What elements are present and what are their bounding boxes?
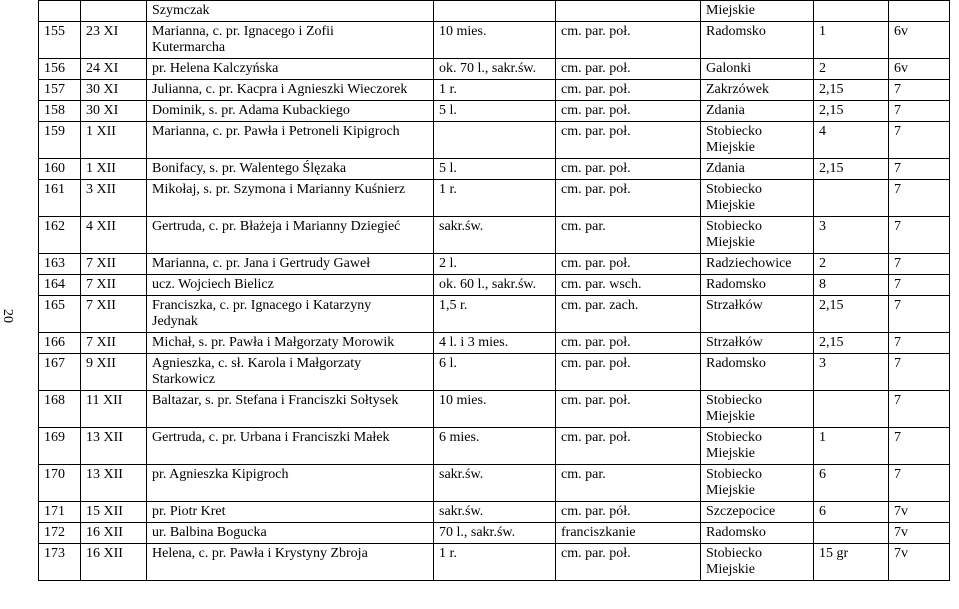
fee-cell: 2,15: [814, 333, 889, 354]
residence-line: Miejskie: [706, 140, 755, 155]
table-row: [39, 391, 950, 428]
burial-date-cell: 11 XII: [81, 391, 147, 428]
fee-cell: [814, 523, 889, 544]
burial-date-cell: 24 XI: [81, 59, 147, 80]
deceased-name-cell: [147, 523, 434, 544]
residence-line: Miejskie: [706, 483, 755, 498]
sheet-ref-cell: 7v: [889, 523, 950, 544]
deceased-name-cell: [147, 59, 434, 80]
residence-line: Miejskie: [706, 235, 755, 250]
residence-line: Miejskie: [706, 3, 755, 18]
deceased-name-line: pr. Piotr Kret: [152, 504, 226, 519]
table-row: [39, 544, 950, 581]
deceased-name-line: Gertruda, c. pr. Błażeja i Marianny Dziegieć: [152, 219, 401, 234]
entry-number-cell: 160: [39, 159, 81, 180]
cemetery-cell: cm. par. poł.: [556, 59, 701, 80]
deceased-name-cell: [147, 275, 434, 296]
burial-date-cell: 30 XI: [81, 80, 147, 101]
entry-number-cell: 164: [39, 275, 81, 296]
residence-cell: [701, 254, 814, 275]
residence-line: Stobiecko: [706, 182, 762, 197]
deceased-name-line: Julianna, c. pr. Kacpra i Agnieszki Wieczorek: [152, 82, 408, 97]
deceased-name-cell: [147, 217, 434, 254]
table-row: [39, 354, 950, 391]
residence-line: Miejskie: [706, 409, 755, 424]
burial-date-cell: 4 XII: [81, 217, 147, 254]
fee-cell: [814, 180, 889, 217]
deceased-name-line: Baltazar, s. pr. Stefana i Franciszki Sołtysek: [152, 393, 399, 408]
entry-number-cell: 170: [39, 465, 81, 502]
deceased-name-line: Michał, s. pr. Pawła i Małgorzaty Morowik: [152, 335, 395, 350]
residence-line: Zakrzówek: [706, 82, 769, 97]
cemetery-cell: [556, 1, 701, 22]
age-sacraments-cell: 1,5 r.: [434, 296, 556, 333]
sheet-ref-cell: 7: [889, 180, 950, 217]
burial-register-table: [38, 0, 950, 581]
burial-date-cell: 7 XII: [81, 296, 147, 333]
residence-line: Galonki: [706, 61, 752, 76]
deceased-name-line: Dominik, s. pr. Adama Kubackiego: [152, 103, 350, 118]
age-sacraments-cell: 1 r.: [434, 80, 556, 101]
residence-cell: [701, 428, 814, 465]
residence-cell: [701, 217, 814, 254]
fee-cell: 2,15: [814, 101, 889, 122]
residence-line: Strzałków: [706, 335, 763, 350]
age-sacraments-cell: 5 l.: [434, 101, 556, 122]
age-sacraments-cell: [434, 122, 556, 159]
fee-cell: 2,15: [814, 80, 889, 101]
residence-cell: [701, 296, 814, 333]
burial-date-cell: 16 XII: [81, 544, 147, 581]
residence-line: Radomsko: [706, 277, 766, 292]
age-sacraments-cell: [434, 1, 556, 22]
residence-line: Szczepocice: [706, 504, 776, 519]
cemetery-cell: cm. par. poł.: [556, 80, 701, 101]
burial-date-cell: 16 XII: [81, 523, 147, 544]
deceased-name-line: Jedynak: [152, 314, 198, 329]
sheet-ref-cell: 7v: [889, 502, 950, 523]
residence-line: Miejskie: [706, 198, 755, 213]
entry-number-cell: [39, 1, 81, 22]
burial-date-cell: 15 XII: [81, 502, 147, 523]
table-row: [39, 502, 950, 523]
fee-cell: 6: [814, 465, 889, 502]
cemetery-cell: cm. par. poł.: [556, 254, 701, 275]
deceased-name-cell: [147, 428, 434, 465]
fee-cell: 1: [814, 22, 889, 59]
residence-line: Stobiecko: [706, 467, 762, 482]
residence-line: Radziechowice: [706, 256, 792, 271]
burial-date-cell: 9 XII: [81, 354, 147, 391]
residence-cell: [701, 391, 814, 428]
sheet-ref-cell: 6v: [889, 22, 950, 59]
cemetery-cell: cm. par. poł.: [556, 333, 701, 354]
entry-number-cell: 156: [39, 59, 81, 80]
deceased-name-cell: [147, 80, 434, 101]
burial-date-cell: 13 XII: [81, 428, 147, 465]
sheet-ref-cell: 7: [889, 101, 950, 122]
table-row: [39, 217, 950, 254]
table-row: [39, 296, 950, 333]
residence-line: Zdania: [706, 161, 745, 176]
age-sacraments-cell: sakr.św.: [434, 217, 556, 254]
deceased-name-line: ur. Balbina Bogucka: [152, 525, 267, 540]
fee-cell: 2: [814, 59, 889, 80]
residence-cell: [701, 275, 814, 296]
residence-cell: [701, 465, 814, 502]
entry-number-cell: 162: [39, 217, 81, 254]
deceased-name-cell: [147, 391, 434, 428]
cemetery-cell: cm. par. zach.: [556, 296, 701, 333]
sheet-ref-cell: [889, 1, 950, 22]
age-sacraments-cell: sakr.św.: [434, 502, 556, 523]
table-row: [39, 428, 950, 465]
sheet-ref-cell: 7: [889, 333, 950, 354]
table-row: [39, 1, 950, 22]
sheet-ref-cell: 7v: [889, 544, 950, 581]
fee-cell: 6: [814, 502, 889, 523]
entry-number-cell: 161: [39, 180, 81, 217]
residence-line: Radomsko: [706, 24, 766, 39]
deceased-name-line: pr. Agnieszka Kipigroch: [152, 467, 289, 482]
entry-number-cell: 172: [39, 523, 81, 544]
cemetery-cell: cm. par. poł.: [556, 101, 701, 122]
fee-cell: 15 gr: [814, 544, 889, 581]
table-row: [39, 254, 950, 275]
table-row: [39, 333, 950, 354]
burial-date-cell: 30 XI: [81, 101, 147, 122]
entry-number-cell: 171: [39, 502, 81, 523]
sheet-ref-cell: 7: [889, 296, 950, 333]
deceased-name-line: pr. Helena Kalczyńska: [152, 61, 279, 76]
age-sacraments-cell: 5 l.: [434, 159, 556, 180]
table-row: [39, 523, 950, 544]
age-sacraments-cell: 10 mies.: [434, 391, 556, 428]
cemetery-cell: cm. par. poł.: [556, 428, 701, 465]
entry-number-cell: 168: [39, 391, 81, 428]
sheet-ref-cell: 6v: [889, 59, 950, 80]
sheet-ref-cell: 7: [889, 217, 950, 254]
residence-cell: [701, 22, 814, 59]
deceased-name-cell: [147, 502, 434, 523]
residence-cell: [701, 1, 814, 22]
deceased-name-cell: [147, 544, 434, 581]
cemetery-cell: cm. par. poł.: [556, 391, 701, 428]
residence-cell: [701, 354, 814, 391]
deceased-name-cell: [147, 1, 434, 22]
burial-date-cell: 23 XI: [81, 22, 147, 59]
sheet-ref-cell: 7: [889, 122, 950, 159]
residence-cell: [701, 122, 814, 159]
age-sacraments-cell: sakr.św.: [434, 465, 556, 502]
cemetery-cell: franciszkanie: [556, 523, 701, 544]
deceased-name-line: Szymczak: [152, 3, 210, 18]
entry-number-cell: 167: [39, 354, 81, 391]
deceased-name-cell: [147, 254, 434, 275]
residence-line: Miejskie: [706, 446, 755, 461]
residence-line: Zdania: [706, 103, 745, 118]
burial-date-cell: 1 XII: [81, 122, 147, 159]
fee-cell: [814, 391, 889, 428]
table-row: [39, 22, 950, 59]
burial-date-cell: 3 XII: [81, 180, 147, 217]
deceased-name-line: Agnieszka, c. sł. Karola i Małgorzaty: [152, 356, 362, 371]
deceased-name-cell: [147, 101, 434, 122]
deceased-name-line: ucz. Wojciech Bielicz: [152, 277, 274, 292]
residence-cell: [701, 544, 814, 581]
residence-cell: [701, 523, 814, 544]
deceased-name-line: Franciszka, c. pr. Ignacego i Katarzyny: [152, 298, 372, 313]
fee-cell: 2,15: [814, 296, 889, 333]
table-row: [39, 101, 950, 122]
age-sacraments-cell: 10 mies.: [434, 22, 556, 59]
table-row: [39, 275, 950, 296]
deceased-name-line: Marianna, c. pr. Ignacego i Zofii: [152, 24, 334, 39]
residence-cell: [701, 59, 814, 80]
sheet-ref-cell: 7: [889, 275, 950, 296]
entry-number-cell: 159: [39, 122, 81, 159]
residence-cell: [701, 333, 814, 354]
deceased-name-line: Gertruda, c. pr. Urbana i Franciszki Małek: [152, 430, 390, 445]
sheet-ref-cell: 7: [889, 159, 950, 180]
residence-line: Stobiecko: [706, 430, 762, 445]
entry-number-cell: 163: [39, 254, 81, 275]
sheet-ref-cell: 7: [889, 80, 950, 101]
deceased-name-line: Marianna, c. pr. Jana i Gertrudy Gaweł: [152, 256, 371, 271]
fee-cell: 8: [814, 275, 889, 296]
deceased-name-cell: [147, 354, 434, 391]
fee-cell: [814, 1, 889, 22]
cemetery-cell: cm. par. poł.: [556, 159, 701, 180]
burial-date-cell: 7 XII: [81, 254, 147, 275]
fee-cell: 2,15: [814, 159, 889, 180]
entry-number-cell: 155: [39, 22, 81, 59]
residence-line: Strzałków: [706, 298, 763, 313]
residence-line: Miejskie: [706, 562, 755, 577]
fee-cell: 4: [814, 122, 889, 159]
cemetery-cell: cm. par.: [556, 217, 701, 254]
residence-line: Stobiecko: [706, 219, 762, 234]
entry-number-cell: 158: [39, 101, 81, 122]
residence-cell: [701, 502, 814, 523]
residence-cell: [701, 180, 814, 217]
residence-line: Stobiecko: [706, 393, 762, 408]
cemetery-cell: cm. par. poł.: [556, 544, 701, 581]
table-row: [39, 122, 950, 159]
table-row: [39, 180, 950, 217]
deceased-name-cell: [147, 296, 434, 333]
table-row: [39, 465, 950, 502]
deceased-name-line: Marianna, c. pr. Pawła i Petroneli Kipigroch: [152, 124, 400, 139]
cemetery-cell: cm. par. poł.: [556, 180, 701, 217]
residence-line: Radomsko: [706, 525, 766, 540]
burial-date-cell: 7 XII: [81, 333, 147, 354]
deceased-name-line: Mikołaj, s. pr. Szymona i Marianny Kuśnierz: [152, 182, 406, 197]
cemetery-cell: cm. par. poł.: [556, 22, 701, 59]
cemetery-cell: cm. par. wsch.: [556, 275, 701, 296]
age-sacraments-cell: 6 mies.: [434, 428, 556, 465]
age-sacraments-cell: 70 l., sakr.św.: [434, 523, 556, 544]
residence-line: Stobiecko: [706, 124, 762, 139]
fee-cell: 3: [814, 354, 889, 391]
burial-date-cell: [81, 1, 147, 22]
residence-cell: [701, 80, 814, 101]
table-row: [39, 59, 950, 80]
page-number: 20: [0, 309, 15, 323]
deceased-name-cell: [147, 465, 434, 502]
sheet-ref-cell: 7: [889, 428, 950, 465]
residence-cell: [701, 101, 814, 122]
entry-number-cell: 157: [39, 80, 81, 101]
cemetery-cell: cm. par. poł.: [556, 122, 701, 159]
deceased-name-cell: [147, 333, 434, 354]
cemetery-cell: cm. par. pół.: [556, 502, 701, 523]
fee-cell: 1: [814, 428, 889, 465]
sheet-ref-cell: 7: [889, 354, 950, 391]
age-sacraments-cell: 6 l.: [434, 354, 556, 391]
age-sacraments-cell: 1 r.: [434, 180, 556, 217]
deceased-name-line: Starkowicz: [152, 372, 215, 387]
cemetery-cell: cm. par.: [556, 465, 701, 502]
entry-number-cell: 169: [39, 428, 81, 465]
fee-cell: 2: [814, 254, 889, 275]
residence-line: Radomsko: [706, 356, 766, 371]
age-sacraments-cell: 2 l.: [434, 254, 556, 275]
sheet-ref-cell: 7: [889, 465, 950, 502]
entry-number-cell: 173: [39, 544, 81, 581]
table-row: [39, 80, 950, 101]
deceased-name-cell: [147, 180, 434, 217]
deceased-name-cell: [147, 159, 434, 180]
age-sacraments-cell: ok. 60 l., sakr.św.: [434, 275, 556, 296]
burial-date-cell: 1 XII: [81, 159, 147, 180]
deceased-name-line: Helena, c. pr. Pawła i Krystyny Zbroja: [152, 546, 368, 561]
fee-cell: 3: [814, 217, 889, 254]
cemetery-cell: cm. par. poł.: [556, 354, 701, 391]
sheet-ref-cell: 7: [889, 254, 950, 275]
deceased-name-line: Kutermarcha: [152, 40, 226, 55]
deceased-name-cell: [147, 122, 434, 159]
deceased-name-line: Bonifacy, s. pr. Walentego Ślęzaka: [152, 161, 347, 176]
residence-line: Stobiecko: [706, 546, 762, 561]
table-row: [39, 159, 950, 180]
burial-date-cell: 13 XII: [81, 465, 147, 502]
residence-cell: [701, 159, 814, 180]
deceased-name-cell: [147, 22, 434, 59]
age-sacraments-cell: 1 r.: [434, 544, 556, 581]
sheet-ref-cell: 7: [889, 391, 950, 428]
register-body: [39, 1, 950, 581]
age-sacraments-cell: ok. 70 l., sakr.św.: [434, 59, 556, 80]
age-sacraments-cell: 4 l. i 3 mies.: [434, 333, 556, 354]
entry-number-cell: 166: [39, 333, 81, 354]
entry-number-cell: 165: [39, 296, 81, 333]
burial-date-cell: 7 XII: [81, 275, 147, 296]
